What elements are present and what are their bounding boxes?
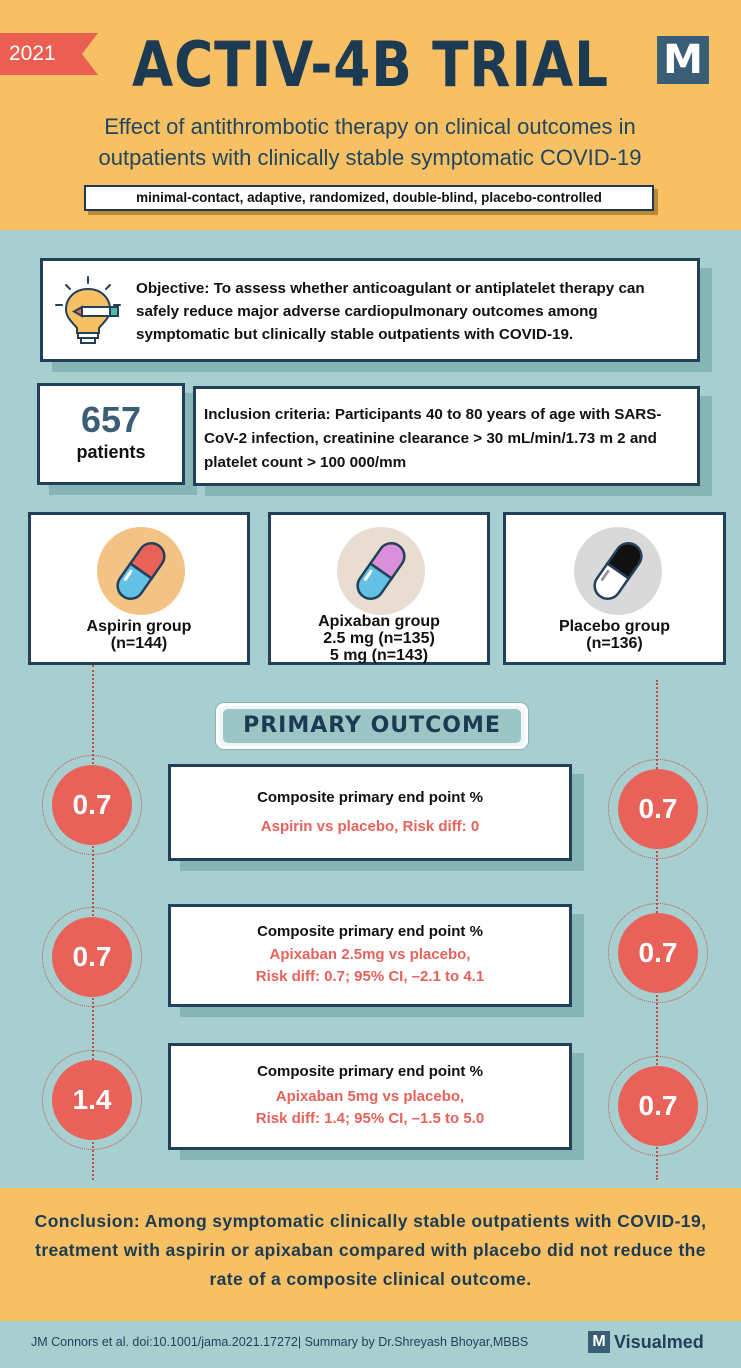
inclusion-text: Inclusion criteria: Participants 40 to 80 years of age with SARS-CoV-2 infection, creatinine clearance > 30 mL/min/1.73 m 2 and platelet count > 100 000/mm	[204, 406, 662, 471]
red-blue-capsule-icon	[97, 527, 185, 615]
header	[0, 0, 741, 230]
patients-count: 657	[80, 399, 142, 440]
placebo-rate-badge	[608, 903, 708, 1003]
badge-value: 0.7	[52, 765, 132, 845]
result-card-apixaban-5	[168, 1043, 572, 1150]
placebo-rate-badge	[608, 759, 708, 859]
group-count: (n=144)	[110, 635, 168, 652]
apixaban-2-5-rate-badge	[42, 907, 142, 1007]
result-line-2: Risk diff: 0.7; 95% CI, –2.1 to 4.1	[255, 968, 485, 985]
apixaban-5-rate-badge	[42, 1050, 142, 1150]
group-card-apixaban	[268, 512, 490, 665]
group-label-aspirin	[31, 618, 247, 652]
group-name: Aspirin group	[86, 618, 192, 635]
group-card-aspirin	[28, 512, 250, 665]
result-line-2: Risk diff: 1.4; 95% CI, –1.5 to 5.0	[255, 1110, 485, 1127]
group-dose-2-5: 2.5 mg (n=135)	[323, 630, 435, 647]
group-count: (n=136)	[586, 635, 643, 652]
placebo-rate-badge	[608, 1056, 708, 1156]
group-label-placebo	[506, 618, 723, 652]
badge-value: 1.4	[52, 1060, 132, 1140]
badge-value: 0.7	[52, 917, 132, 997]
result-card-apixaban-2-5	[168, 904, 572, 1007]
badge-value: 0.7	[618, 769, 698, 849]
lightbulb-pencil-icon	[52, 275, 124, 347]
group-name: Placebo group	[558, 618, 671, 635]
result-card-aspirin	[168, 764, 572, 861]
group-dose-5: 5 mg (n=143)	[329, 647, 429, 664]
subtitle-line-2: outpatients with clinically stable symptomatic COVID-19	[98, 145, 642, 170]
primary-outcome-title: PRIMARY OUTCOME	[223, 709, 521, 743]
objective-text: Objective: To assess whether anticoagulant or antiplatelet therapy can safely reduce major adverse cardiopulmonary outcomes among symptomatic but clinically stable outpatients with COVID-19.	[136, 280, 645, 343]
badge-value: 0.7	[618, 913, 698, 993]
patients-label: patients	[76, 442, 146, 462]
conclusion-text: Conclusion: Among symptomatic clinically stable outpatients with COVID-19, treatment with aspirin or apixaban compared with placebo did not reduce the rate of a composite clinical outcome.	[34, 1211, 707, 1289]
subtitle	[20, 111, 720, 173]
black-white-capsule-icon	[574, 527, 662, 615]
primary-outcome-banner	[216, 703, 528, 749]
result-line-1: Apixaban 5mg vs placebo,	[275, 1088, 465, 1105]
pink-blue-capsule-icon	[337, 527, 425, 615]
inclusion-card	[193, 386, 700, 486]
result-title: Composite primary end point %	[257, 1063, 483, 1080]
footer-logo	[588, 1331, 704, 1353]
citation: JM Connors et al. doi:10.1001/jama.2021.17272| Summary by Dr.Shreyash Bhoyar,MBBS	[31, 1335, 529, 1349]
patients-card	[37, 383, 185, 485]
group-label-apixaban	[271, 613, 487, 664]
design-tags: minimal-contact, adaptive, randomized, double-blind, placebo-controlled	[84, 185, 654, 211]
subtitle-line-1: Effect of antithrombotic therapy on clinical outcomes in	[104, 114, 636, 139]
visualmed-logo: M	[657, 36, 709, 84]
result-line-1: Apixaban 2.5mg vs placebo,	[269, 946, 471, 963]
page-title: ACTIV-4B TRIAL	[132, 28, 609, 101]
visualmed-logo-icon: M	[588, 1331, 610, 1353]
brand-name: Visualmed	[614, 1331, 704, 1352]
aspirin-rate-badge	[42, 755, 142, 855]
year-ribbon: 2021	[0, 33, 82, 75]
objective-card	[40, 258, 700, 362]
badge-value: 0.7	[618, 1066, 698, 1146]
result-line-1: Aspirin vs placebo, Risk diff: 0	[260, 818, 480, 835]
conclusion-section	[0, 1188, 741, 1321]
group-name: Apixaban group	[318, 613, 440, 630]
result-title: Composite primary end point %	[257, 789, 483, 806]
result-title: Composite primary end point %	[257, 923, 483, 940]
footer	[0, 1321, 741, 1368]
group-card-placebo	[503, 512, 726, 665]
